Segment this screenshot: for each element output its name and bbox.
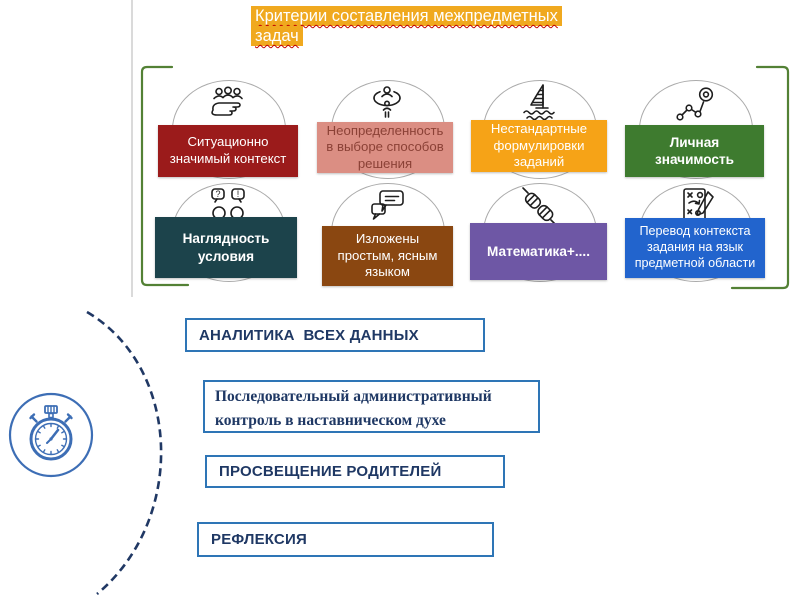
vertical-guide-line [131,0,133,297]
group-in-hand-icon [206,84,250,124]
svg-text:?: ? [215,189,221,199]
slide-title [251,6,587,46]
criteria-card-math-plus: Математика+.... [470,223,607,280]
stopwatch-icon [6,390,96,485]
route-to-pin-icon [673,84,717,124]
person-rotation-loop-icon [365,84,409,124]
criteria-card-plain-language: Изложены простым, ясным языком [322,226,453,286]
criteria-card-visual-condition: Наглядность условия [155,217,297,278]
criteria-card-nonstandard-wording: Нестандартные формулировки заданий [471,120,607,172]
criteria-card-personal-significance: Личная значимость [625,125,764,177]
stage-box-reflection: РЕФЛЕКСИЯ [197,522,494,557]
fist-bump-icon [517,185,561,227]
stage-box-analytics: АНАЛИТИКА ВСЕХ ДАННЫХ [185,318,485,352]
dashed-arc [87,312,161,594]
criteria-card-uncertainty: Неопределенность в выборе способов решения [317,122,453,173]
stage-box-administrative-control: Последовательный административный контроль в наставническом духе [203,380,540,433]
chat-bubbles-icon [365,187,409,227]
stage-box-parent-education: ПРОСВЕЩЕНИЕ РОДИТЕЛЕЙ [205,455,505,488]
sailboat-icon [517,82,561,124]
svg-text:!: ! [236,189,240,199]
criteria-card-context-translation: Перевод контекста задания на язык предметной области [625,218,765,278]
criteria-card-situational-context: Ситуационно значимый контекст [158,125,298,177]
slide-title-text: Критерии составления межпредметных задач [251,6,562,46]
